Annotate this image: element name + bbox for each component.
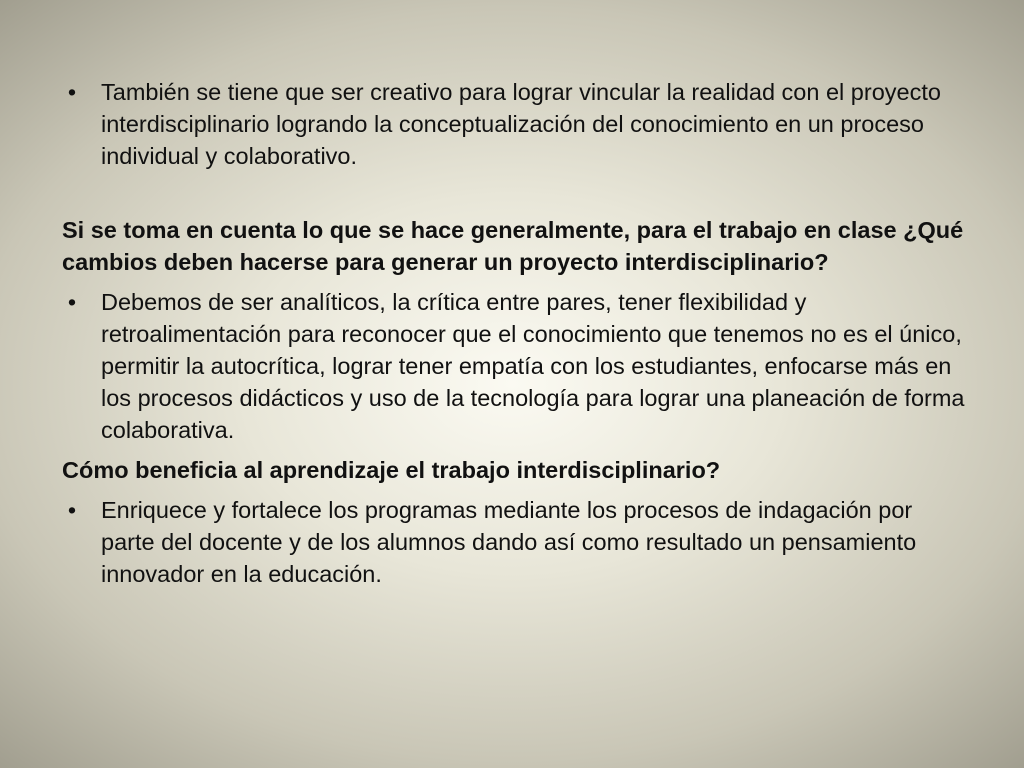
bullet-text: También se tiene que ser creativo para lograr vincular la realidad con el proyecto interdisciplinario logrando la conceptualización del conocimiento en un proceso individual y colaborativo. xyxy=(101,79,941,169)
bullet-icon: • xyxy=(67,497,77,523)
spacer xyxy=(62,446,972,454)
bullet-item-enrich xyxy=(62,494,972,590)
spacer xyxy=(62,486,972,494)
spacer xyxy=(62,172,972,214)
heading-benefit-question: Cómo beneficia al aprendizaje el trabajo interdisciplinario? xyxy=(62,457,721,483)
spacer xyxy=(62,278,972,286)
bullet-item-creativity xyxy=(62,76,972,172)
bullet-text: Enriquece y fortalece los programas mediante los procesos de indagación por parte del docente y de los alumnos dando así como resultado un pensamiento innovador en la educación. xyxy=(101,497,917,587)
bullet-item-analytics xyxy=(62,286,972,446)
bullet-icon: • xyxy=(67,79,77,105)
slide-content xyxy=(62,76,972,590)
bullet-icon: • xyxy=(67,289,77,315)
heading-changes-question: Si se toma en cuenta lo que se hace generalmente, para el trabajo en clase ¿Qué cambios deben hacerse para generar un proyecto interdisciplinario? xyxy=(62,217,964,275)
bullet-text: Debemos de ser analíticos, la crítica entre pares, tener flexibilidad y retroalimentación para reconocer que el conocimiento que tenemos no es el único, permitir la autocrítica, lograr tener empatía con los estudiantes, enfocarse más en los procesos didácticos y uso de la tecnología para lograr una planeación de forma colaborativa. xyxy=(101,289,965,443)
